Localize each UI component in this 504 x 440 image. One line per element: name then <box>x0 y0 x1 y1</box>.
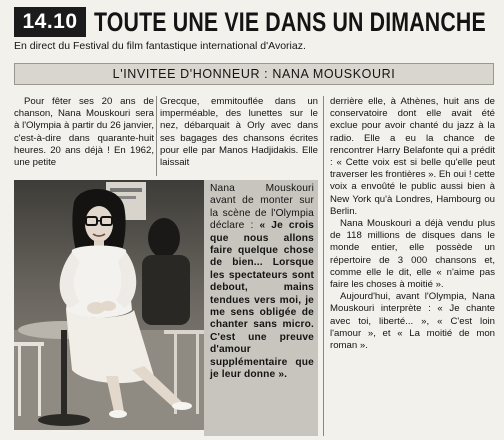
column-divider <box>323 96 324 436</box>
article-column-1 <box>14 96 154 169</box>
section-banner <box>14 63 494 85</box>
singer-photo-illustration <box>14 180 204 430</box>
photo-caption-box <box>204 180 318 436</box>
time-badge: 14.10 <box>14 7 86 37</box>
section-title: L'INVITEE D'HONNEUR : NANA MOUSKOURI <box>112 67 396 81</box>
article-paragraph: Nana Mouskouri a déjà vendu plus de 118 millions de disques dans le monde entier, elle possède un répertoire de 3 000 chansons et, comme elle le dit, elle « n'aime pas faire les choses à moitié ». <box>330 218 495 291</box>
article-column-3 <box>330 96 495 352</box>
headline: TOUTE UNE VIE DANS UN DIMANCHE <box>94 7 486 37</box>
caption-lead: Nana Mouskouri avant de monter sur la scène de l'Olympia déclare : <box>210 183 314 232</box>
header-bar <box>14 7 496 37</box>
article-paragraph: Pour fêter ses 20 ans de chanson, Nana Mouskouri sera à l'Olympia à partir du 26 janvier, c'est-à-dire dans quarante-huit heures. 20 ans déjà ! En 1962, une petite <box>14 96 154 169</box>
singer-photo <box>14 180 204 430</box>
article-paragraph: Aujourd'hui, avant l'Olympia, Nana Mouskouri interprète : « Je chante avec toi, liberté... », « C'est loin l'amour », et « La moitié de mon roman ». <box>330 291 495 352</box>
article-column-2 <box>160 96 318 169</box>
caption-quote: « Je crois que nous allons faire quelque chose de bien... Lorsque les spectateurs sont debout, mains tendues vers moi, je me sens obligée de chanter sans micro. C'est une preuve d'amour supplémentaire que je leur donne ». <box>210 220 314 381</box>
article-paragraph: Grecque, emmitouflée dans un imperméable, des lunettes sur le nez, débarquait à Orly avec dans ses bagages des chansons écrites pour elle par Manos Hadjidakis. Elle laissait <box>160 96 318 169</box>
column-divider <box>156 96 157 176</box>
article-paragraph: derrière elle, à Athènes, huit ans de conservatoire dont elle avait été exclue pour avoir chanté du jazz à la radio. Elle a eu la chance de rencontrer Harry Belafonte qui a prédit : « Cette voix est si belle qu'elle peut traverser les frontières ». Eh oui ! cette voix a envoûté le public aussi bien à New York qu'à Londres, Hambourg ou Berlin. <box>330 96 495 217</box>
photo-caption <box>210 183 314 382</box>
subtitle: En direct du Festival du film fantastique international d'Avoriaz. <box>14 40 306 52</box>
